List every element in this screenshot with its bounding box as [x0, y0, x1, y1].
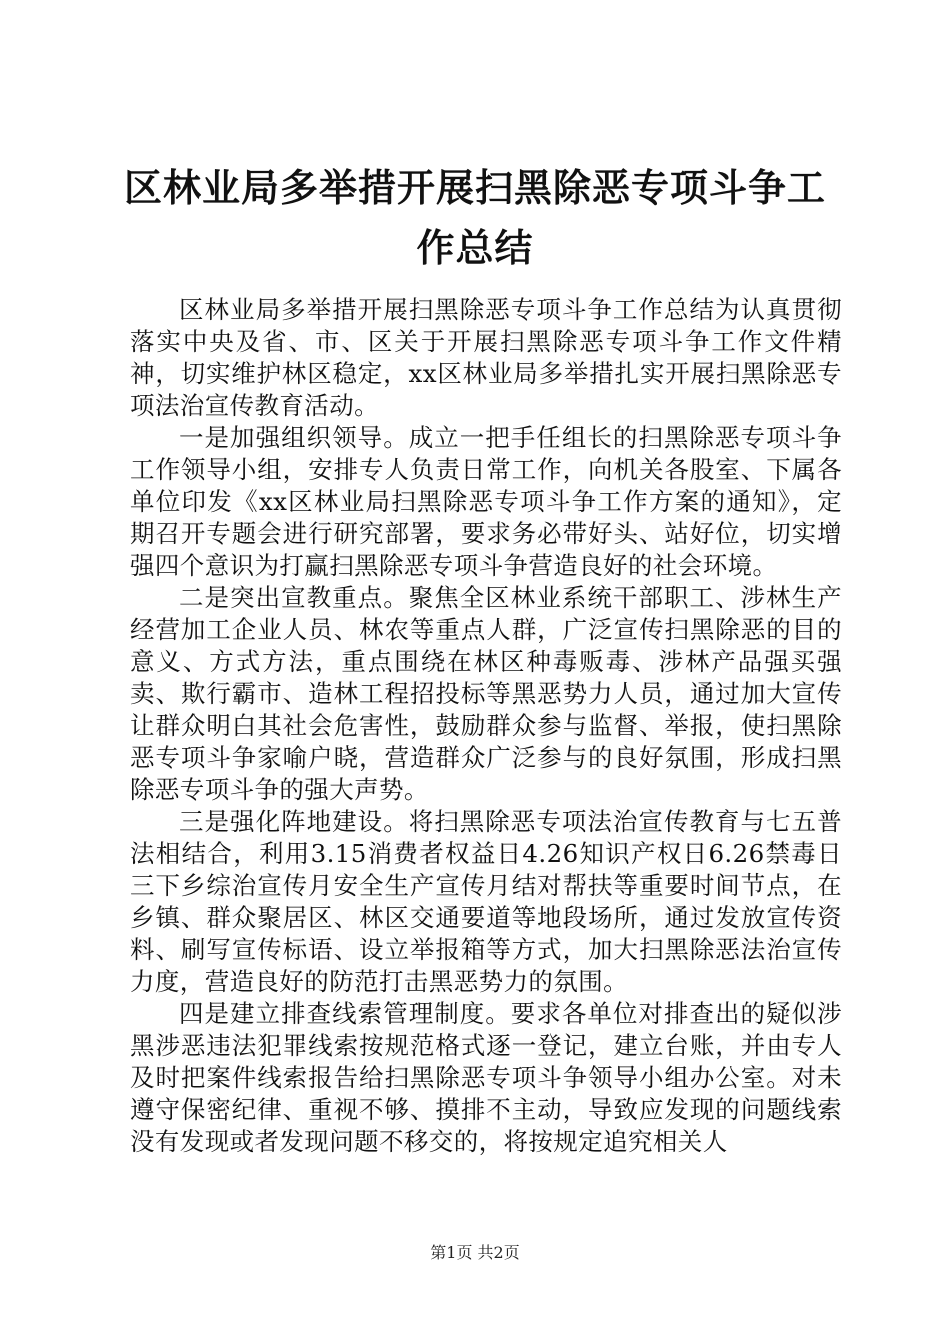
document-body [130, 294, 842, 1158]
paragraph-clue-management: 四是建立排查线索管理制度。要求各单位对排查出的疑似涉黑涉恶违法犯罪线索按规范格式逐一登记，建立台账，并由专人及时把案件线索报告给扫黑除恶专项斗争领导小组办公室。对未遵守保密纪律、重视不够、摸排不主动，导致应发现的问题线索没有发现或者发现问题不移交的，将按规定追究相关人 [130, 999, 842, 1156]
paragraph-position-building: 三是强化阵地建设。将扫黑除恶专项法治宣传教育与七五普法相结合，利用3.15消费者权益日4.26知识产权日6.26禁毒日三下乡综治宣传月安全生产宣传月结对帮扶等重要时间节点，在乡镇、群众聚居区、林区交通要道等地段场所，通过发放宣传资料、刷写宣传标语、设立举报箱等方式，加大扫黑除恶法治宣传力度，营造良好的防范打击黑恶势力的氛围。 [130, 807, 842, 996]
page-number-footer: 第1页 共2页 [430, 1243, 520, 1262]
paragraph-intro: 区林业局多举措开展扫黑除恶专项斗争工作总结为认真贯彻落实中央及省、市、区关于开展扫黑除恶专项斗争工作文件精神，切实维护林区稳定，xx区林业局多举措扎实开展扫黑除恶专项法治宣传教育活动。 [130, 295, 842, 420]
paragraph-publicity: 二是突出宣教重点。聚焦全区林业系统干部职工、涉林生产经营加工企业人员、林农等重点人群，广泛宣传扫黑除恶的目的意义、方式方法，重点围绕在林区种毒贩毒、涉林产品强买强卖、欺行霸市、造林工程招投标等黑恶势力人员，通过加大宣传让群众明白其社会危害性，鼓励群众参与监督、举报，使扫黑除恶专项斗争家喻户晓，营造群众广泛参与的良好氛围，形成扫黑除恶专项斗争的强大声势。 [130, 583, 842, 804]
document-title: 区林业局多举措开展扫黑除恶专项斗争工作总结 [123, 165, 826, 270]
paragraph-organization: 一是加强组织领导。成立一把手任组长的扫黑除恶专项斗争工作领导小组，安排专人负责日常工作，向机关各股室、下属各单位印发《xx区林业局扫黑除恶专项斗争工作方案的通知》，定期召开专题会进行研究部署，要求务必带好头、站好位，切实增强四个意识为打赢扫黑除恶专项斗争营造良好的社会环境。 [130, 423, 842, 580]
